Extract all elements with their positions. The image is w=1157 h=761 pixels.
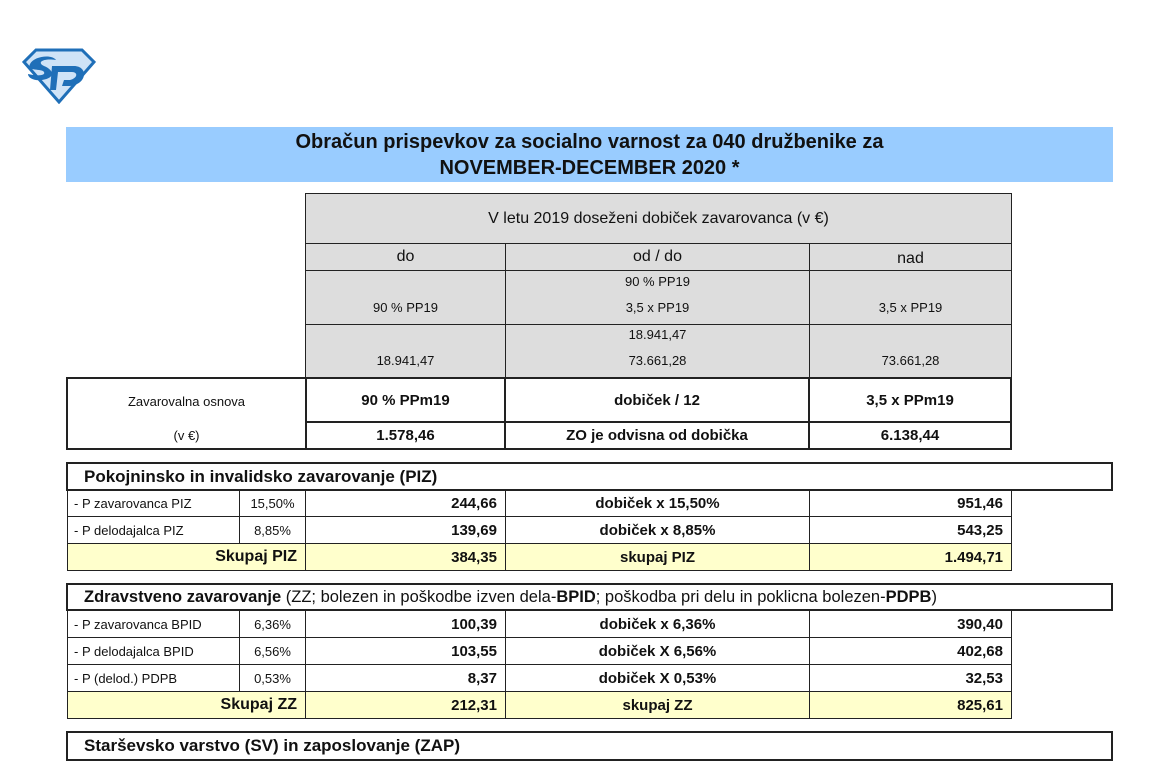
zz-row-formula: dobiček x 6,36% xyxy=(505,610,810,638)
piz-total-formula: skupaj PIZ xyxy=(505,543,810,571)
piz-row-max: 543,25 xyxy=(809,516,1012,544)
zz-row-formula: dobiček X 0,53% xyxy=(505,664,810,692)
zz-title-part: ) xyxy=(931,587,937,606)
zz-row-max: 32,53 xyxy=(809,664,1012,692)
zz-row-label: - P delodajalca BPID xyxy=(67,637,240,665)
zz-row-min: 8,37 xyxy=(305,664,506,692)
zz-title-pdpb: PDPB xyxy=(885,587,932,606)
piz-row-rate: 8,85% xyxy=(239,516,306,544)
piz-row-label: - P zavarovanca PIZ xyxy=(67,490,240,517)
piz-row-rate: 15,50% xyxy=(239,490,306,517)
zz-row-label: - P (delod.) PDPB xyxy=(67,664,240,692)
zz-row-label: - P zavarovanca BPID xyxy=(67,610,240,638)
column-header-nad: nad xyxy=(809,243,1012,271)
zz-row-max: 402,68 xyxy=(809,637,1012,665)
zz-title-main: Zdravstveno zavarovanje xyxy=(84,587,282,606)
base-label: Zavarovalna osnova xyxy=(66,377,307,423)
zz-title-bpid: BPID xyxy=(556,587,596,606)
base-unit: (v €) xyxy=(66,422,307,450)
amount-od-do xyxy=(505,324,810,378)
formula-nad xyxy=(809,270,1012,325)
zz-total-max: 825,61 xyxy=(809,691,1012,719)
piz-total-max: 1.494,71 xyxy=(809,543,1012,571)
base-formula-nad: 3,5 x PPm19 xyxy=(808,377,1012,423)
zz-row-max: 390,40 xyxy=(809,610,1012,638)
shield-logo-icon xyxy=(22,48,96,104)
base-value-nad: 6.138,44 xyxy=(808,421,1012,450)
column-header-do: do xyxy=(305,243,506,271)
piz-row-formula: dobiček x 15,50% xyxy=(505,490,810,517)
zz-row-formula: dobiček X 6,56% xyxy=(505,637,810,665)
formula-od-do-bottom: 3,5 x PP19 xyxy=(625,300,690,315)
document-title xyxy=(66,127,1113,182)
zz-title-part: (ZZ; bolezen in poškodbe izven dela- xyxy=(281,587,557,606)
piz-row-min: 244,66 xyxy=(305,490,506,517)
zz-total-formula: skupaj ZZ xyxy=(505,691,810,719)
formula-do-bottom: 90 % PP19 xyxy=(372,300,439,315)
amount-do-bottom: 18.941,47 xyxy=(376,353,435,368)
bracket-caption: V letu 2019 doseženi dobiček zavarovanca (v €) xyxy=(305,193,1012,244)
title-line-2: NOVEMBER-DECEMBER 2020 * xyxy=(439,157,740,179)
amount-do xyxy=(305,324,506,378)
zz-row-min: 103,55 xyxy=(305,637,506,665)
piz-row-label: - P delodajalca PIZ xyxy=(67,516,240,544)
piz-title: Pokojninsko in invalidsko zavarovanje (PIZ) xyxy=(66,462,1113,491)
piz-row-max: 951,46 xyxy=(809,490,1012,517)
amount-nad xyxy=(809,324,1012,378)
formula-od-do-top: 90 % PP19 xyxy=(624,274,691,289)
formula-do xyxy=(305,270,506,325)
amount-od-do-bottom: 73.661,28 xyxy=(628,353,687,368)
company-logo xyxy=(22,48,96,104)
formula-od-do xyxy=(505,270,810,325)
zz-title-part: ; poškodba pri delu in poklicna bolezen- xyxy=(595,587,886,606)
title-line-1: Obračun prispevkov za socialno varnost za 040 družbenike za xyxy=(295,131,884,153)
zz-row-rate: 0,53% xyxy=(239,664,306,692)
amount-od-do-top: 18.941,47 xyxy=(628,327,687,342)
base-formula-do: 90 % PPm19 xyxy=(305,377,506,423)
piz-row-min: 139,69 xyxy=(305,516,506,544)
piz-row-formula: dobiček x 8,85% xyxy=(505,516,810,544)
sv-zap-title: Starševsko varstvo (SV) in zaposlovanje (ZAP) xyxy=(66,731,1113,761)
zz-row-rate: 6,36% xyxy=(239,610,306,638)
piz-total-min: 384,35 xyxy=(305,543,506,571)
zz-row-rate: 6,56% xyxy=(239,637,306,665)
amount-nad-bottom: 73.661,28 xyxy=(881,353,940,368)
zz-total-label: Skupaj ZZ xyxy=(67,691,306,719)
piz-total-label: Skupaj PIZ xyxy=(67,543,306,571)
base-value-od-do: ZO je odvisna od dobička xyxy=(504,421,810,450)
zz-title xyxy=(66,583,1113,611)
base-value-do: 1.578,46 xyxy=(305,421,506,450)
column-header-od-do: od / do xyxy=(505,243,810,271)
base-formula-od-do: dobiček / 12 xyxy=(504,377,810,423)
zz-total-min: 212,31 xyxy=(305,691,506,719)
formula-nad-bottom: 3,5 x PP19 xyxy=(878,300,943,315)
zz-row-min: 100,39 xyxy=(305,610,506,638)
